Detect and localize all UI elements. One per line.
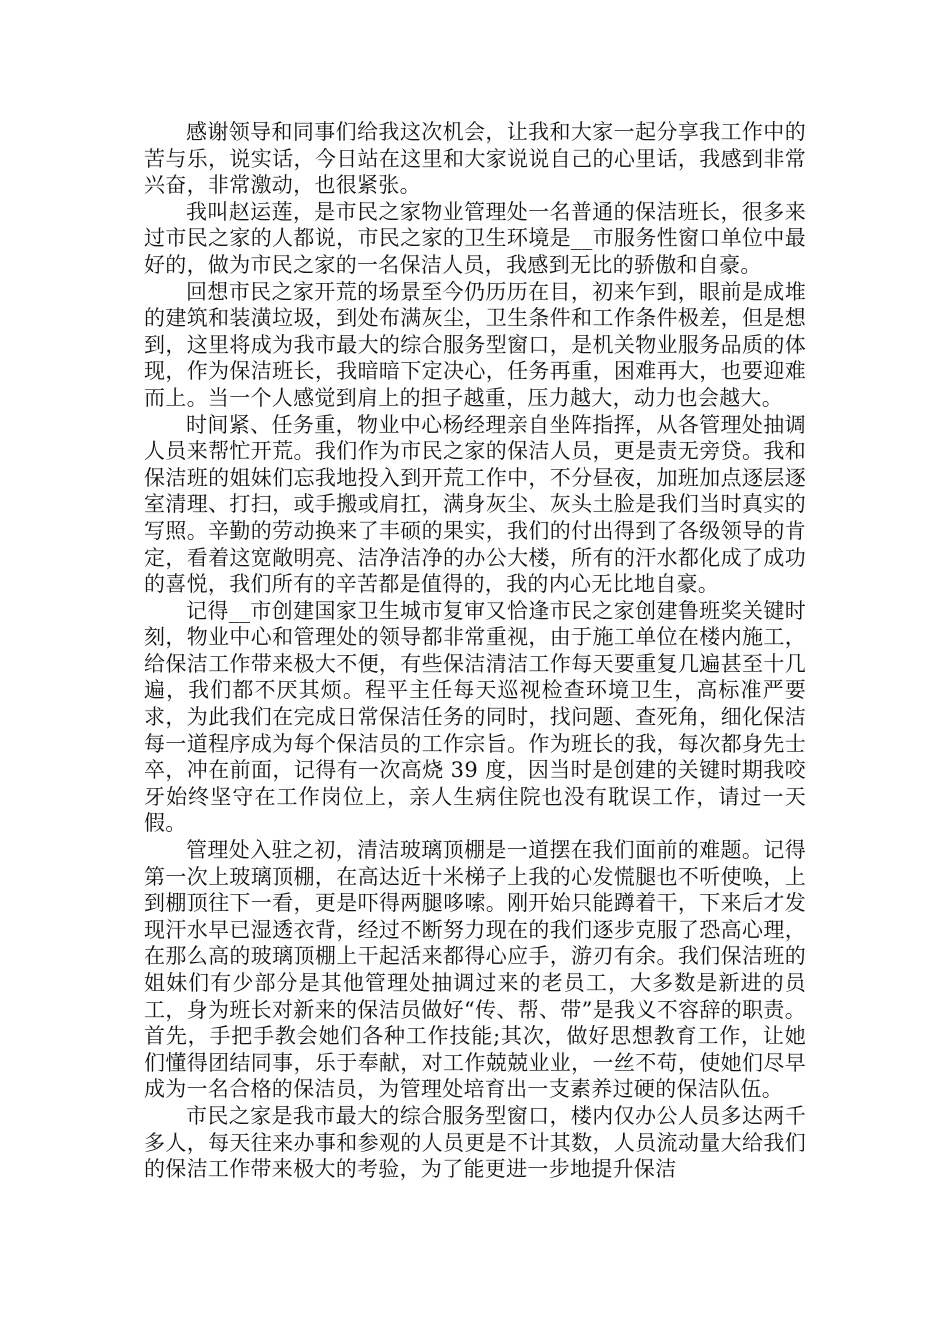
paragraph-7: 市民之家是我市最大的综合服务型窗口，楼内仅办公人员多达两千多人，每天往来办事和参观的人员更是不计其数，人员流动量大给我们的保洁工作带来极大的考验，为了能更进一步地提升保洁 [144,1103,806,1182]
document-body [144,119,806,1183]
paragraph-1: 感谢领导和同事们给我这次机会，让我和大家一起分享我工作中的苦与乐，说实话，今日站在这里和大家说说自己的心里话，我感到非常兴奋，非常激动，也很紧张。 [144,120,806,198]
paragraph-3: 回想市民之家开荒的场景至今仍历历在目，初来乍到，眼前是成堆的建筑和装潢垃圾，到处布满灰尘，卫生条件和工作条件极差，但是想到，这里将成为我市最大的综合服务型窗口，是机关物业服务品质的体现，作为保洁班长，我暗暗下定决心，任务再重，困难再大，也要迎难而上。当一个人感觉到肩上的担子越重，压力越大，动力也会越大。 [144,279,806,410]
paragraph-4: 时间紧、任务重，物业中心杨经理亲自坐阵指挥，从各管理处抽调人员来帮忙开荒。我们作为市民之家的保洁人员，更是责无旁贷。我和保洁班的姐妹们忘我地投入到开荒工作中，不分昼夜，加班加点逐层逐室清理、打扫，或手搬或肩扛，满身灰尘、灰头土脸是我们当时真实的写照。辛勤的劳动换来了丰硕的果实，我们的付出得到了各级领导的肯定，看着这宽敞明亮、洁净洁净的办公大楼，所有的汗水都化成了成功的喜悦，我们所有的辛苦都是值得的，我的内心无比地自豪。 [144,412,806,597]
paragraph-5: 记得__市创建国家卫生城市复审又恰逢市民之家创建鲁班奖关键时刻，物业中心和管理处的领导都非常重视，由于施工单位在楼内施工，给保洁工作带来极大不便，有些保洁清洁工作每天要重复几遍甚至十几遍，我们都不厌其烦。程平主任每天巡视检查环境卫生，高标准严要求，为此我们在完成日常保洁任务的同时，找问题、查死角，细化保洁每一道程序成为每个保洁员的工作宗旨。作为班长的我，每次都身先士卒，冲在前面，记得有一次高烧 39 度，因当时是创建的关键时期我咬牙始终坚守在工作岗位上，亲人生病住院也没有耽误工作，请过一天假。 [144,598,806,836]
paragraph-6: 管理处入驻之初，清洁玻璃顶棚是一道摆在我们面前的难题。记得第一次上玻璃顶棚，在高达近十米梯子上我的心发慌腿也不听使唤，上到棚顶往下一看，更是吓得两腿哆嗦。刚开始只能蹲着干，下来后才发现汗水早已湿透衣背，经过不断努力现在的我们逐步克服了恐高心理，在那么高的玻璃顶棚上干起活来都得心应手，游刃有余。我们保洁班的姐妹们有少部分是其他管理处抽调过来的老员工，大多数是新进的员工，身为班长对新来的保洁员做好“传、帮、带”是我义不容辞的职责。首先，手把手教会她们各种工作技能;其次，做好思想教育工作，让她们懂得团结同事，乐于奉献，对工作兢兢业业，一丝不苟，使她们尽早成为一名合格的保洁员，为管理处培育出一支素养过硬的保洁队伍。 [144,838,806,1102]
paragraph-2: 我叫赵运莲，是市民之家物业管理处一名普通的保洁班长，很多来过市民之家的人都说，市民之家的卫生环境是__市服务性窗口单位中最好的，做为市民之家的一名保洁人员，我感到无比的骄傲和自豪。 [144,199,806,277]
